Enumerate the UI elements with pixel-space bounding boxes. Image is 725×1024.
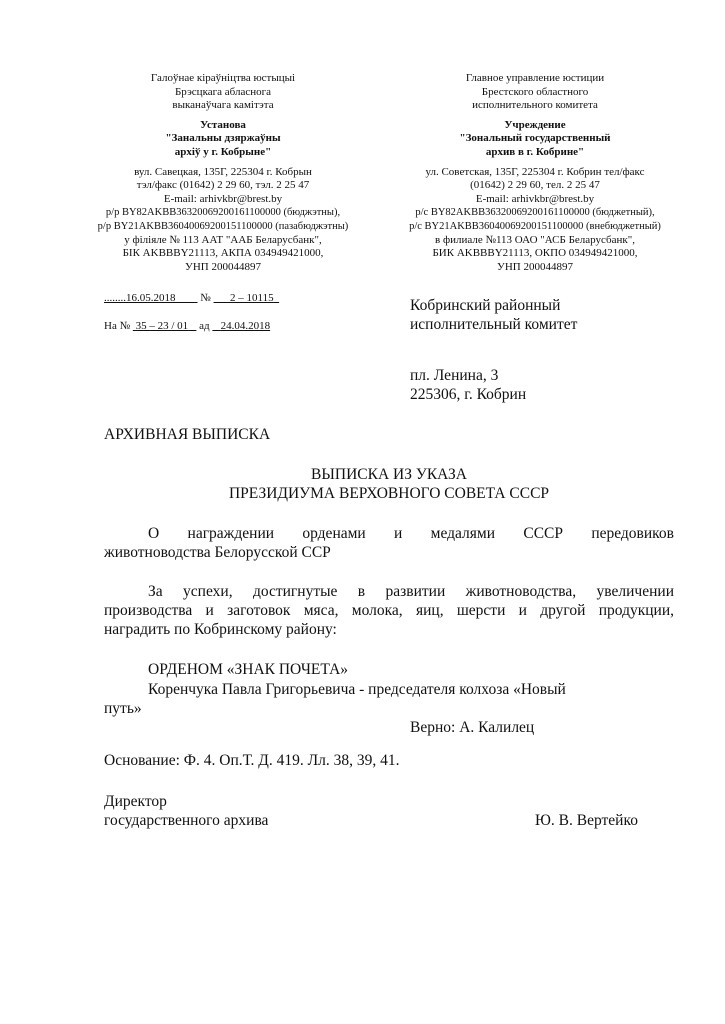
left-header: [88, 72, 358, 274]
left-email: E-mail: arhivkbr@brest.by: [163, 192, 283, 205]
right-account2: р/с BY21AKBB36040069200151100000 (внебюджетный): [409, 220, 661, 232]
ref-date-prefix: ........: [104, 292, 126, 304]
right-bik: БИК AKBBBY21113, ОКПО 034949421000,: [432, 247, 638, 260]
left-org-line2: Брэсцкага абласнога: [174, 85, 272, 98]
signatory-title-line2: государственного архива: [104, 812, 269, 829]
signatory-title-line1: Директор: [104, 793, 167, 810]
right-header: [400, 72, 670, 274]
left-bank: у філіяле № 113 ААТ "ААБ Беларусбанк",: [124, 233, 322, 246]
right-org-line3: исполнительного комитета: [472, 99, 598, 112]
right-email: E-mail: arhivkbr@brest.by: [475, 192, 595, 205]
recipient-address-line1: пл. Ленина, 3: [410, 367, 499, 384]
recipient-address: [410, 366, 650, 404]
signatory-name: Ю. В. Вертейко: [535, 812, 638, 829]
right-address: ул. Советская, 135Г, 225304 г. Кобрин тел/факс: [425, 165, 645, 178]
ref-from-date: 24.04.2018: [220, 320, 271, 332]
signatory-title: [104, 792, 268, 830]
recipient: [410, 296, 650, 334]
document-title: [104, 465, 674, 503]
document-title-line1: ВЫПИСКА ИЗ УКАЗА: [311, 466, 467, 483]
right-org-line1: Главное управление юстиции: [465, 72, 605, 84]
recipient-line1: Кобринский районный: [410, 297, 561, 314]
right-inst-label: Учреждение: [504, 118, 566, 131]
document-title-line2: ПРЕЗИДИУМА ВЕРХОВНОГО СОВЕТА СССР: [228, 485, 550, 502]
ref-on-num: 35 – 23 / 01: [135, 320, 189, 332]
left-bik: БІК AKBBBY21113, АКПА 034949421000,: [122, 247, 324, 260]
right-account1: р/с BY82AKBB36320069200161100000 (бюджетный),: [415, 207, 655, 219]
subject: [104, 524, 674, 562]
awardee: [104, 680, 674, 718]
left-inst-label: Установа: [200, 118, 246, 131]
ref-on-label: На №: [104, 320, 131, 332]
right-phone: (01642) 2 29 60, тел. 2 25 47: [470, 179, 600, 192]
subject-line1: О награждении орденами и медалями СССР передовиков: [148, 525, 674, 542]
ref-date: 16.05.2018: [126, 292, 176, 304]
decree-paragraph: [104, 582, 674, 639]
left-address: вул. Савецкая, 135Г, 225304 г. Кобрын: [134, 165, 312, 178]
left-phone: тэл/факс (01642) 2 29 60, тэл. 2 25 47: [136, 179, 310, 192]
right-org-line2: Брестского областного: [481, 85, 589, 98]
left-inst-name1: "Занальны дзяржаўны: [165, 132, 281, 145]
decree-line3: наградить по Кобринскому району:: [104, 621, 337, 638]
recipient-line2: исполнительный комитет: [410, 316, 578, 333]
right-unp: УНП 200044897: [497, 260, 573, 273]
order-name: ОРДЕНОМ «ЗНАК ПОЧЕТА»: [148, 661, 349, 678]
right-inst-name2: архив в г. Кобрине": [485, 145, 585, 158]
ref-num: 2 – 10115: [230, 292, 274, 304]
right-bank: в филиале №113 ОАО "АСБ Беларусбанк",: [435, 233, 635, 246]
left-org-line3: выканаўчага камітэта: [172, 99, 274, 112]
ref-date-line: [104, 292, 279, 304]
ref-from-label: ад: [199, 320, 210, 332]
ref-num-label: №: [200, 292, 211, 304]
decree-line2: производства и заготовок мяса, молока, яиц, шерсти и другой продукции,: [104, 602, 674, 619]
left-unp: УНП 200044897: [185, 260, 261, 273]
basis: Основание: Ф. 4. Оп.Т. Д. 419. Лл. 38, 39, 41.: [104, 752, 400, 769]
left-org-line1: Галоўнае кіраўніцтва юстыцыі: [150, 72, 296, 84]
left-account1: р/р BY82AKBB36320069200161100000 (бюджэтны),: [105, 207, 341, 219]
left-account2: р/р BY21AKBB36040069200151100000 (пазабюджэтны): [97, 220, 349, 232]
subject-line2: животноводства Белорусской ССР: [104, 544, 331, 561]
right-inst-name1: "Зональный государственный: [459, 132, 611, 145]
awardee-line1: Коренчука Павла Григорьевича - председателя колхоза «Новый: [148, 681, 566, 698]
decree-line1: За успехи, достигнутые в развитии животноводства, увеличении: [148, 583, 674, 600]
left-inst-name2: архіў у г. Кобрыне": [174, 145, 272, 158]
awardee-line2: путь»: [104, 700, 142, 717]
document-type: АРХИВНАЯ ВЫПИСКА: [104, 426, 271, 443]
ref-incoming-line: [104, 320, 270, 332]
verified-by: Верно: А. Калилец: [410, 719, 535, 736]
recipient-address-line2: 225306, г. Кобрин: [410, 386, 527, 403]
